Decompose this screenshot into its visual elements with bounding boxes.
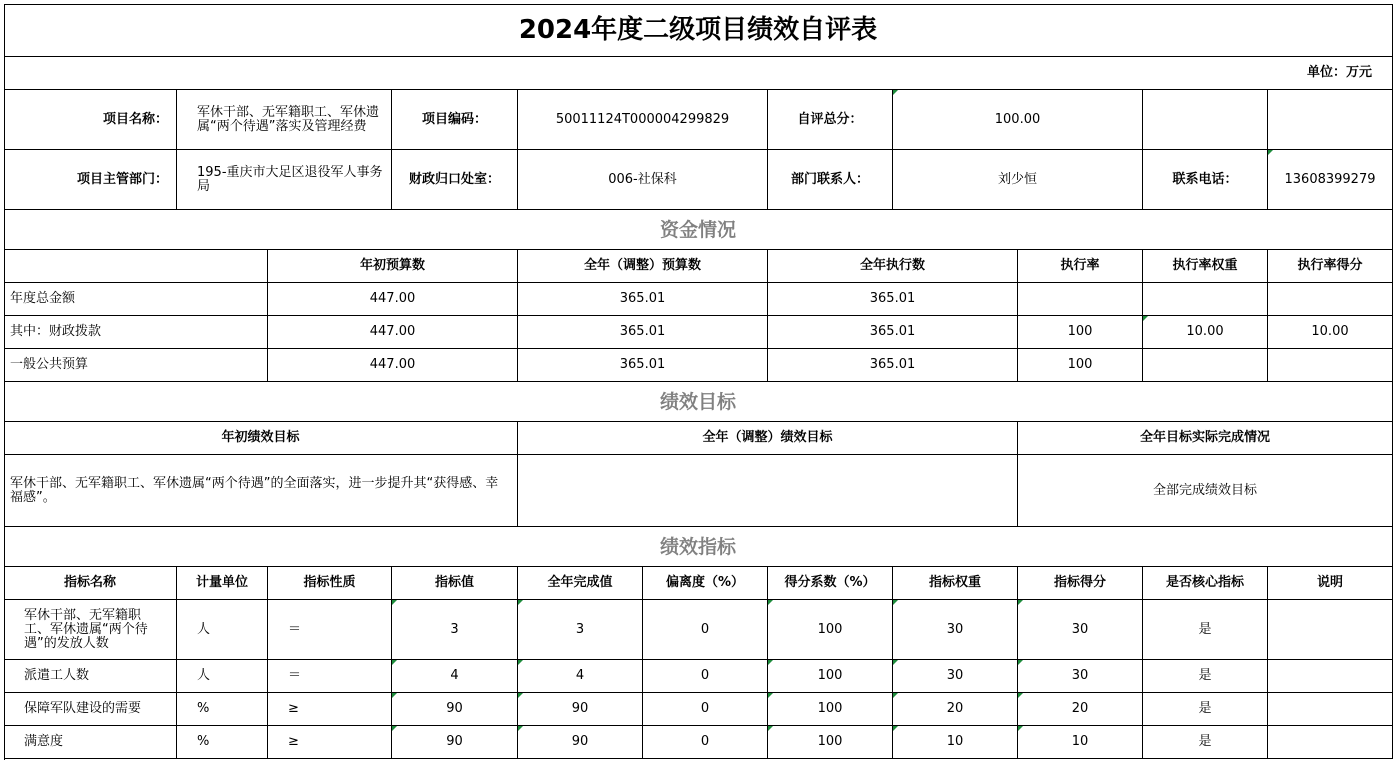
ind-row-name[interactable]: 军休干部、无军籍职工、军休遗属“两个待遇”的发放人数 [4,600,177,660]
funds-header-executed[interactable]: 全年执行数 [768,250,1018,283]
funds-cell[interactable]: 447.00 [268,349,518,382]
ind-row-core[interactable]: 是 [1143,726,1268,759]
ind-header-completed[interactable]: 全年完成值 [518,567,643,600]
project-name-value[interactable]: 军休干部、无军籍职工、军休遗属“两个待遇”落实及管理经费 [177,90,392,150]
funds-header-empty[interactable] [4,250,268,283]
ind-row-deviation[interactable]: 0 [643,660,768,693]
ind-row-note[interactable] [1268,726,1393,759]
ind-row-nature[interactable]: ≥ [268,693,392,726]
ind-row-weight[interactable]: 20 [893,693,1018,726]
ind-header-weight[interactable]: 指标权重 [893,567,1018,600]
ind-header-coefficient[interactable]: 得分系数（%） [768,567,893,600]
empty-cell[interactable] [1268,90,1393,150]
ind-row-target[interactable]: 3 [392,600,518,660]
goal-actual-text[interactable]: 全部完成绩效目标 [1018,455,1393,527]
ind-row-deviation[interactable]: 0 [643,600,768,660]
funds-header-rate[interactable]: 执行率 [1018,250,1143,283]
ind-row-nature[interactable]: ＝ [268,600,392,660]
ind-row-deviation[interactable]: 0 [643,726,768,759]
ind-row-target[interactable]: 90 [392,693,518,726]
ind-row-nature[interactable]: ≥ [268,726,392,759]
goal-initial-text[interactable]: 军休干部、无军籍职工、军休遗属“两个待遇”的全面落实，进一步提升其“获得感、幸福感”。 [4,455,518,527]
ind-row-completed[interactable]: 90 [518,693,643,726]
funds-header-score[interactable]: 执行率得分 [1268,250,1393,283]
goals-header-actual[interactable]: 全年目标实际完成情况 [1018,422,1393,455]
goals-header-adjusted[interactable]: 全年（调整）绩效目标 [518,422,1018,455]
funds-cell[interactable]: 365.01 [518,349,768,382]
funds-cell[interactable] [1143,349,1268,382]
total-score-value[interactable]: 100.00 [893,90,1143,150]
ind-row-coefficient[interactable]: 100 [768,600,893,660]
ind-row-nature[interactable]: ＝ [268,660,392,693]
ind-row-coefficient[interactable]: 100 [768,693,893,726]
funds-cell[interactable]: 365.01 [768,349,1018,382]
dept-label[interactable]: 项目主管部门： [4,150,177,210]
ind-row-name[interactable]: 派遣工人数 [4,660,177,693]
funds-header-initial[interactable]: 年初预算数 [268,250,518,283]
funds-section-title[interactable]: 资金情况 [4,210,1393,250]
goals-header-initial[interactable]: 年初绩效目标 [4,422,518,455]
unit-label[interactable]: 单位：万元 [4,57,1393,90]
ind-row-unit[interactable]: 人 [177,600,268,660]
funds-cell[interactable] [1018,283,1143,316]
sheet-title[interactable]: 2024年度二级项目绩效自评表 [4,4,1393,57]
funds-cell[interactable]: 365.01 [518,316,768,349]
ind-row-completed[interactable]: 4 [518,660,643,693]
ind-row-core[interactable]: 是 [1143,693,1268,726]
ind-header-name[interactable]: 指标名称 [4,567,177,600]
finance-office-label[interactable]: 财政归口处室： [392,150,518,210]
ind-row-coefficient[interactable]: 100 [768,726,893,759]
ind-row-score[interactable]: 10 [1018,726,1143,759]
funds-row-name[interactable]: 年度总金额 [4,283,268,316]
funds-cell[interactable]: 100 [1018,349,1143,382]
funds-cell[interactable]: 10.00 [1268,316,1393,349]
total-score-label[interactable]: 自评总分： [768,90,893,150]
funds-cell[interactable]: 447.00 [268,283,518,316]
ind-header-target[interactable]: 指标值 [392,567,518,600]
funds-cell[interactable]: 10.00 [1143,316,1268,349]
ind-row-completed[interactable]: 90 [518,726,643,759]
ind-row-name[interactable]: 满意度 [4,726,177,759]
ind-row-score[interactable]: 30 [1018,600,1143,660]
goals-section-title[interactable]: 绩效目标 [4,382,1393,422]
ind-row-score[interactable]: 20 [1018,693,1143,726]
ind-row-name[interactable]: 保障军队建设的需要 [4,693,177,726]
indicators-section-title[interactable]: 绩效指标 [4,527,1393,567]
ind-header-score[interactable]: 指标得分 [1018,567,1143,600]
ind-row-note[interactable] [1268,600,1393,660]
funds-cell[interactable]: 365.01 [768,316,1018,349]
funds-header-weight[interactable]: 执行率权重 [1143,250,1268,283]
funds-row-name[interactable]: 其中：财政拨款 [4,316,268,349]
ind-row-coefficient[interactable]: 100 [768,660,893,693]
funds-cell[interactable]: 447.00 [268,316,518,349]
ind-header-nature[interactable]: 指标性质 [268,567,392,600]
ind-row-score[interactable]: 30 [1018,660,1143,693]
ind-row-core[interactable]: 是 [1143,660,1268,693]
ind-row-note[interactable] [1268,660,1393,693]
ind-row-weight[interactable]: 30 [893,660,1018,693]
ind-row-deviation[interactable]: 0 [643,693,768,726]
funds-header-adjusted[interactable]: 全年（调整）预算数 [518,250,768,283]
contact-value[interactable]: 刘少恒 [893,150,1143,210]
ind-header-core[interactable]: 是否核心指标 [1143,567,1268,600]
ind-row-target[interactable]: 90 [392,726,518,759]
project-name-label[interactable]: 项目名称： [4,90,177,150]
ind-header-deviation[interactable]: 偏离度（%） [643,567,768,600]
funds-cell[interactable]: 100 [1018,316,1143,349]
finance-office-value[interactable]: 006-社保科 [518,150,768,210]
funds-cell[interactable]: 365.01 [518,283,768,316]
ind-header-unit[interactable]: 计量单位 [177,567,268,600]
ind-row-completed[interactable]: 3 [518,600,643,660]
funds-cell[interactable] [1268,283,1393,316]
funds-cell[interactable] [1268,349,1393,382]
project-code-value[interactable]: 50011124T000004299829 [518,90,768,150]
phone-label[interactable]: 联系电话： [1143,150,1268,210]
ind-row-unit[interactable]: % [177,726,268,759]
phone-value[interactable]: 13608399279 [1268,150,1393,210]
funds-cell[interactable]: 365.01 [768,283,1018,316]
ind-header-note[interactable]: 说明 [1268,567,1393,600]
ind-row-weight[interactable]: 30 [893,600,1018,660]
funds-row-name[interactable]: 一般公共预算 [4,349,268,382]
goal-adjusted-text[interactable] [518,455,1018,527]
ind-row-note[interactable] [1268,693,1393,726]
contact-label[interactable]: 部门联系人： [768,150,893,210]
dept-value[interactable]: 195-重庆市大足区退役军人事务局 [177,150,392,210]
ind-row-core[interactable]: 是 [1143,600,1268,660]
ind-row-weight[interactable]: 10 [893,726,1018,759]
ind-row-unit[interactable]: % [177,693,268,726]
project-code-label[interactable]: 项目编码： [392,90,518,150]
empty-cell[interactable] [1143,90,1268,150]
ind-row-unit[interactable]: 人 [177,660,268,693]
funds-cell[interactable] [1143,283,1268,316]
ind-row-target[interactable]: 4 [392,660,518,693]
